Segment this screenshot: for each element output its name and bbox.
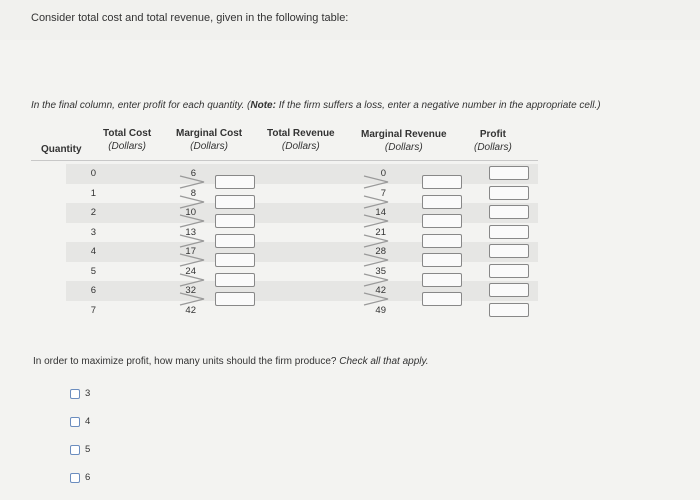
header-quantity: Quantity — [41, 144, 82, 155]
total-revenue-cell: 21 — [375, 226, 386, 238]
table-row — [66, 184, 538, 204]
marginal-cost-input[interactable] — [215, 175, 255, 189]
profit-input[interactable] — [489, 225, 529, 239]
total-cost-cell: 42 — [185, 304, 196, 316]
profit-input[interactable] — [489, 244, 529, 258]
profit-input[interactable] — [489, 166, 529, 180]
total-revenue-cell: 14 — [375, 207, 386, 218]
total-cost-cell: 24 — [185, 265, 196, 277]
total-revenue-cell: 28 — [375, 246, 386, 257]
total-revenue-cell: 0 — [380, 168, 386, 179]
total-cost-cell: 10 — [185, 207, 196, 218]
bracket-icon — [177, 291, 207, 307]
bracket-icon — [361, 272, 391, 288]
question-hint: Check all that apply. — [339, 356, 429, 367]
marginal-cost-input[interactable] — [215, 273, 255, 287]
quantity-cell: 7 — [90, 304, 96, 316]
bracket-icon — [361, 291, 391, 307]
profit-input[interactable] — [489, 264, 529, 278]
total-cost-cell: 8 — [190, 187, 196, 199]
total-revenue-cell: 7 — [380, 187, 386, 199]
option-label: 3 — [85, 388, 91, 399]
quantity-cell: 2 — [90, 207, 96, 218]
header-marginal-cost: Marginal Cost (Dollars) — [176, 128, 243, 152]
marginal-revenue-input[interactable] — [422, 292, 462, 306]
marginal-cost-input[interactable] — [215, 292, 255, 306]
quantity-cell: 3 — [90, 226, 96, 238]
checkbox[interactable] — [70, 445, 80, 455]
profit-input[interactable] — [489, 303, 529, 317]
instruction-prefix: In the final column, enter profit for each quantity. ( — [31, 100, 251, 111]
total-revenue-cell: 49 — [375, 304, 386, 316]
profit-input[interactable] — [489, 186, 529, 200]
option-label: 5 — [85, 444, 91, 455]
header-total-cost: Total Cost (Dollars) — [103, 128, 152, 152]
bracket-icon — [177, 233, 207, 249]
option-label: 6 — [85, 472, 91, 483]
profit-input[interactable] — [489, 205, 529, 219]
total-cost-cell: 13 — [185, 226, 196, 238]
marginal-cost-input[interactable] — [215, 253, 255, 267]
bracket-icon — [361, 252, 391, 268]
total-cost-cell: 6 — [190, 168, 196, 179]
table-row — [66, 203, 538, 223]
option-label: 4 — [85, 416, 91, 427]
table-row — [66, 281, 538, 301]
quantity-cell: 1 — [90, 187, 96, 199]
bracket-icon — [177, 194, 207, 210]
marginal-cost-input[interactable] — [215, 195, 255, 209]
checkbox[interactable] — [70, 417, 80, 427]
bracket-icon — [177, 252, 207, 268]
note-label: Note: — [250, 100, 276, 111]
profit-input[interactable] — [489, 283, 529, 297]
bracket-icon — [361, 213, 391, 229]
intro-text: Consider total cost and total revenue, given in the following table: — [31, 12, 349, 24]
total-cost-cell: 17 — [185, 246, 196, 257]
total-cost-cell: 32 — [185, 285, 196, 296]
quantity-cell: 0 — [90, 168, 96, 179]
marginal-cost-input[interactable] — [215, 214, 255, 228]
header-marginal-revenue: Marginal Revenue (Dollars) — [361, 129, 447, 153]
quantity-cell: 6 — [90, 285, 96, 296]
question-text: In order to maximize profit, how many units should the firm produce? Check all that apply. — [33, 356, 429, 367]
quantity-cell: 4 — [90, 246, 96, 257]
header-rule — [31, 160, 538, 161]
table-row — [66, 301, 538, 321]
table-row — [66, 262, 538, 282]
bracket-icon — [177, 174, 207, 190]
bracket-icon — [361, 233, 391, 249]
note-text: If the firm suffers a loss, enter a negative number in the appropriate cell.) — [275, 100, 601, 111]
total-revenue-cell: 42 — [375, 285, 386, 296]
bracket-icon — [361, 174, 391, 190]
instruction-text — [31, 100, 601, 111]
bracket-icon — [361, 194, 391, 210]
table-row — [66, 223, 538, 243]
marginal-revenue-input[interactable] — [422, 234, 462, 248]
table-row — [66, 164, 538, 184]
header-total-revenue: Total Revenue (Dollars) — [267, 128, 335, 152]
marginal-cost-input[interactable] — [215, 234, 255, 248]
header-profit: Profit (Dollars) — [474, 129, 512, 153]
bracket-icon — [177, 213, 207, 229]
bracket-icon — [177, 272, 207, 288]
table-row — [66, 242, 538, 262]
total-revenue-cell: 35 — [375, 265, 386, 277]
checkbox[interactable] — [70, 389, 80, 399]
marginal-revenue-input[interactable] — [422, 175, 462, 189]
marginal-revenue-input[interactable] — [422, 253, 462, 267]
marginal-revenue-input[interactable] — [422, 214, 462, 228]
checkbox[interactable] — [70, 473, 80, 483]
cost-revenue-table — [31, 124, 538, 324]
marginal-revenue-input[interactable] — [422, 273, 462, 287]
marginal-revenue-input[interactable] — [422, 195, 462, 209]
quantity-cell: 5 — [90, 265, 96, 277]
